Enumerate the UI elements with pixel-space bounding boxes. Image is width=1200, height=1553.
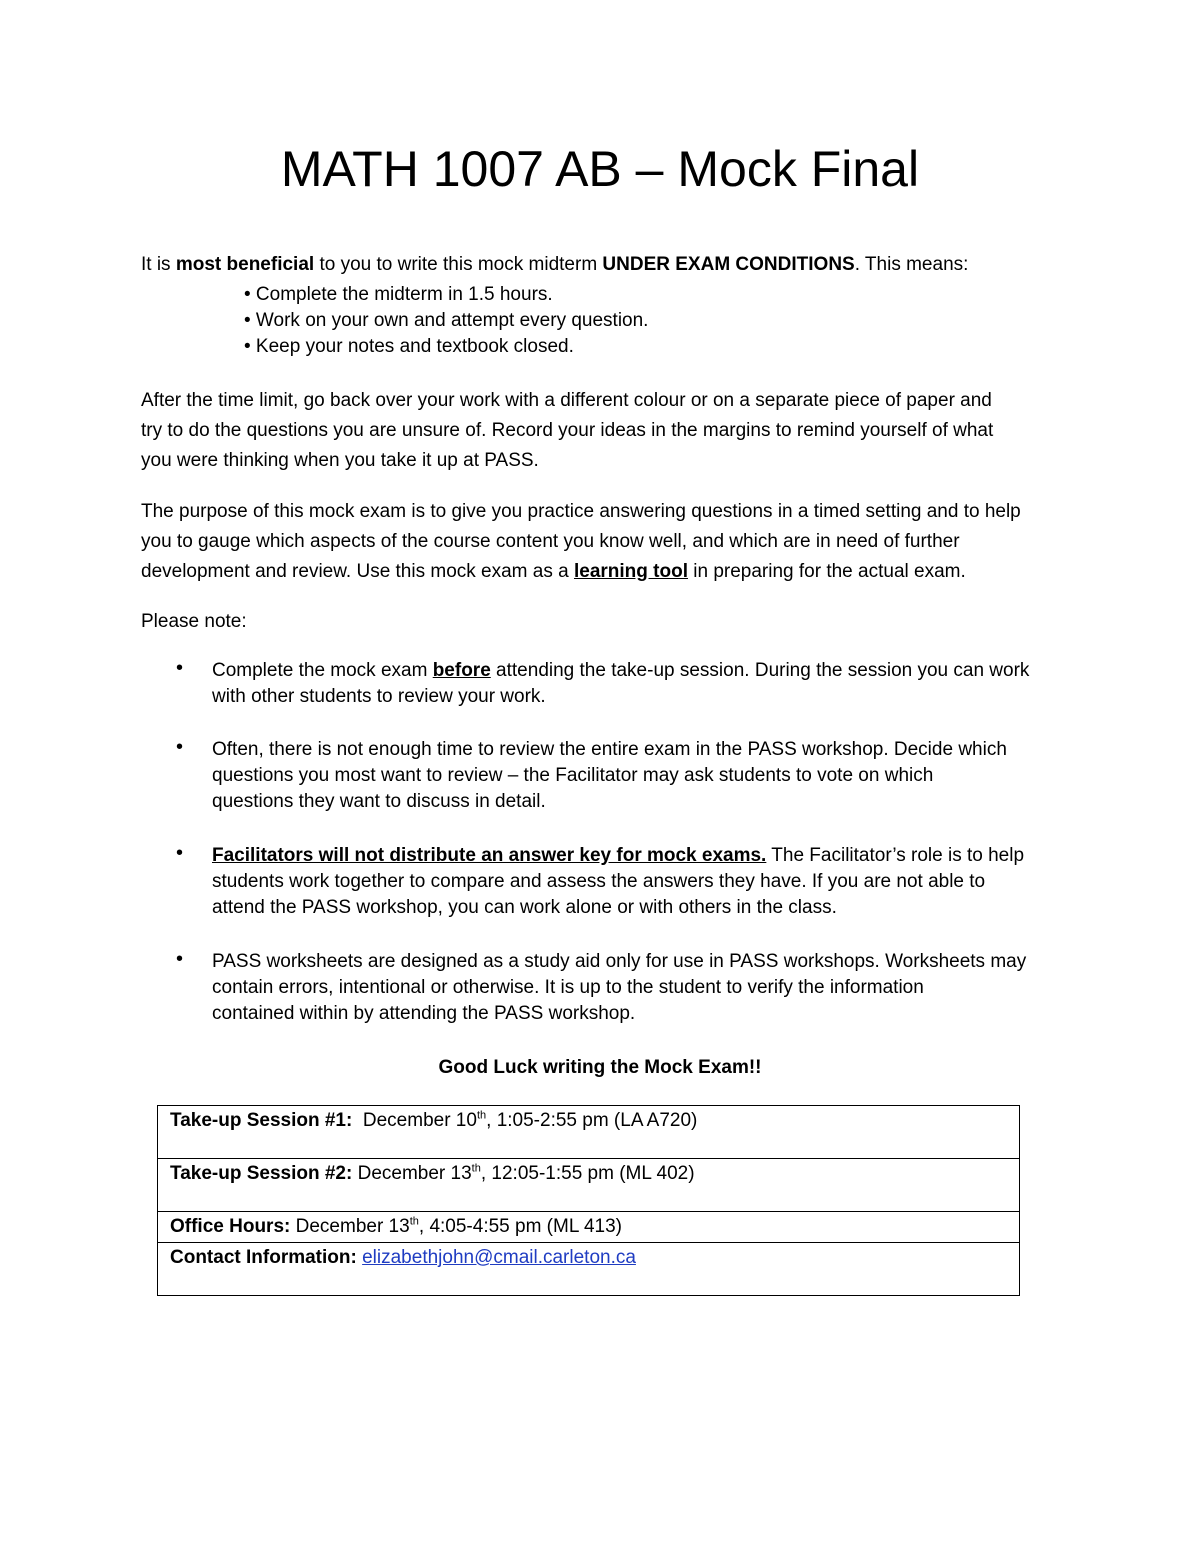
good-luck-heading: Good Luck writing the Mock Exam!!	[438, 1057, 762, 1078]
table-row	[158, 1106, 1020, 1159]
before-emphasis: before	[432, 660, 491, 681]
bullet-icon: •	[176, 657, 184, 679]
please-note-label: Please note:	[141, 611, 247, 632]
office-hours-cell	[158, 1212, 1020, 1243]
session-label: Take-up Session #1:	[170, 1110, 353, 1131]
intro-emphasis: most beneficial	[175, 254, 315, 275]
note-text: students work together to compare and assess the answers they have. If you are not able to	[212, 871, 986, 892]
paragraph-text: in preparing for the actual exam.	[687, 561, 966, 582]
conditions-list	[244, 282, 648, 360]
intro-text: It is	[141, 254, 176, 275]
note-item	[212, 949, 1026, 1027]
bullet-icon: •	[176, 948, 184, 970]
exam-conditions-emphasis: UNDER EXAM CONDITIONS	[602, 254, 855, 275]
note-text: The Facilitator’s role is to help	[766, 845, 1025, 866]
ordinal-suffix: th	[471, 1162, 481, 1175]
session-2-cell	[158, 1159, 1020, 1212]
office-hours-date: December 13	[290, 1216, 410, 1237]
note-text: questions you most want to review – the Facilitator may ask students to vote on which	[212, 765, 934, 786]
note-item	[212, 843, 1024, 921]
note-item	[212, 737, 1007, 815]
table-row	[158, 1212, 1020, 1243]
note-item	[212, 658, 1029, 710]
note-text: PASS worksheets are designed as a study aid only for use in PASS workshops. Worksheets may	[212, 951, 1027, 972]
table-row	[158, 1243, 1020, 1296]
condition-item: • Work on your own and attempt every question.	[244, 310, 649, 331]
office-hours-time: , 4:05-4:55 pm (ML 413)	[418, 1216, 623, 1237]
session-1-cell	[158, 1106, 1020, 1159]
note-text: Complete the mock exam	[212, 660, 433, 681]
ordinal-suffix: th	[409, 1215, 419, 1228]
bullet-icon: •	[176, 842, 184, 864]
paragraph-text: development and review. Use this mock exam as a	[141, 561, 574, 582]
after-limit-paragraph	[141, 386, 1071, 476]
paragraph-line: The purpose of this mock exam is to give you practice answering questions in a timed setting and to help	[141, 501, 1021, 522]
intro-text: . This means:	[854, 254, 969, 275]
page-title: MATH 1007 AB – Mock Final	[280, 141, 920, 197]
intro-paragraph	[141, 250, 1071, 280]
session-date: December 10	[352, 1110, 477, 1131]
contact-email-link[interactable]: elizabethjohn@cmail.carleton.ca	[362, 1247, 636, 1268]
learning-tool-emphasis: learning tool	[573, 561, 688, 582]
note-text: Often, there is not enough time to review the entire exam in the PASS workshop. Decide which	[212, 739, 1007, 760]
condition-item: • Complete the midterm in 1.5 hours.	[244, 284, 553, 305]
session-time: , 12:05-1:55 pm (ML 402)	[480, 1163, 695, 1184]
answer-key-emphasis: Facilitators will not distribute an answer key for mock exams.	[212, 845, 767, 866]
ordinal-suffix: th	[476, 1109, 487, 1122]
sessions-table	[157, 1105, 1020, 1296]
purpose-paragraph	[141, 497, 1071, 587]
paragraph-line: try to do the questions you are unsure of. Record your ideas in the margins to remind yourself of what	[141, 420, 994, 441]
paragraph-line: you were thinking when you take it up at PASS.	[141, 450, 539, 471]
contact-cell	[158, 1243, 1020, 1296]
note-text: attending the take-up session. During the session you can work	[490, 660, 1030, 681]
office-hours-label: Office Hours:	[170, 1216, 291, 1237]
contact-label: Contact Information:	[170, 1247, 357, 1268]
condition-item: • Keep your notes and textbook closed.	[244, 336, 574, 357]
note-text: contained within by attending the PASS workshop.	[212, 1003, 636, 1024]
paragraph-line: you to gauge which aspects of the course content you know well, and which are in need of further	[141, 531, 960, 552]
bullet-icon: •	[176, 736, 184, 758]
paragraph-line: After the time limit, go back over your work with a different colour or on a separate piece of paper and	[141, 390, 992, 411]
table-row	[158, 1159, 1020, 1212]
note-text: with other students to review your work.	[212, 686, 546, 707]
note-text: questions they want to discuss in detail.	[212, 791, 546, 812]
note-text: attend the PASS workshop, you can work alone or with others in the class.	[212, 897, 837, 918]
session-time: , 1:05-2:55 pm (LA A720)	[486, 1110, 698, 1131]
intro-text: to you to write this mock midterm	[314, 254, 603, 275]
session-label: Take-up Session #2:	[170, 1163, 353, 1184]
session-date: December 13	[352, 1163, 472, 1184]
note-text: contain errors, intentional or otherwise. It is up to the student to verify the information	[212, 977, 924, 998]
